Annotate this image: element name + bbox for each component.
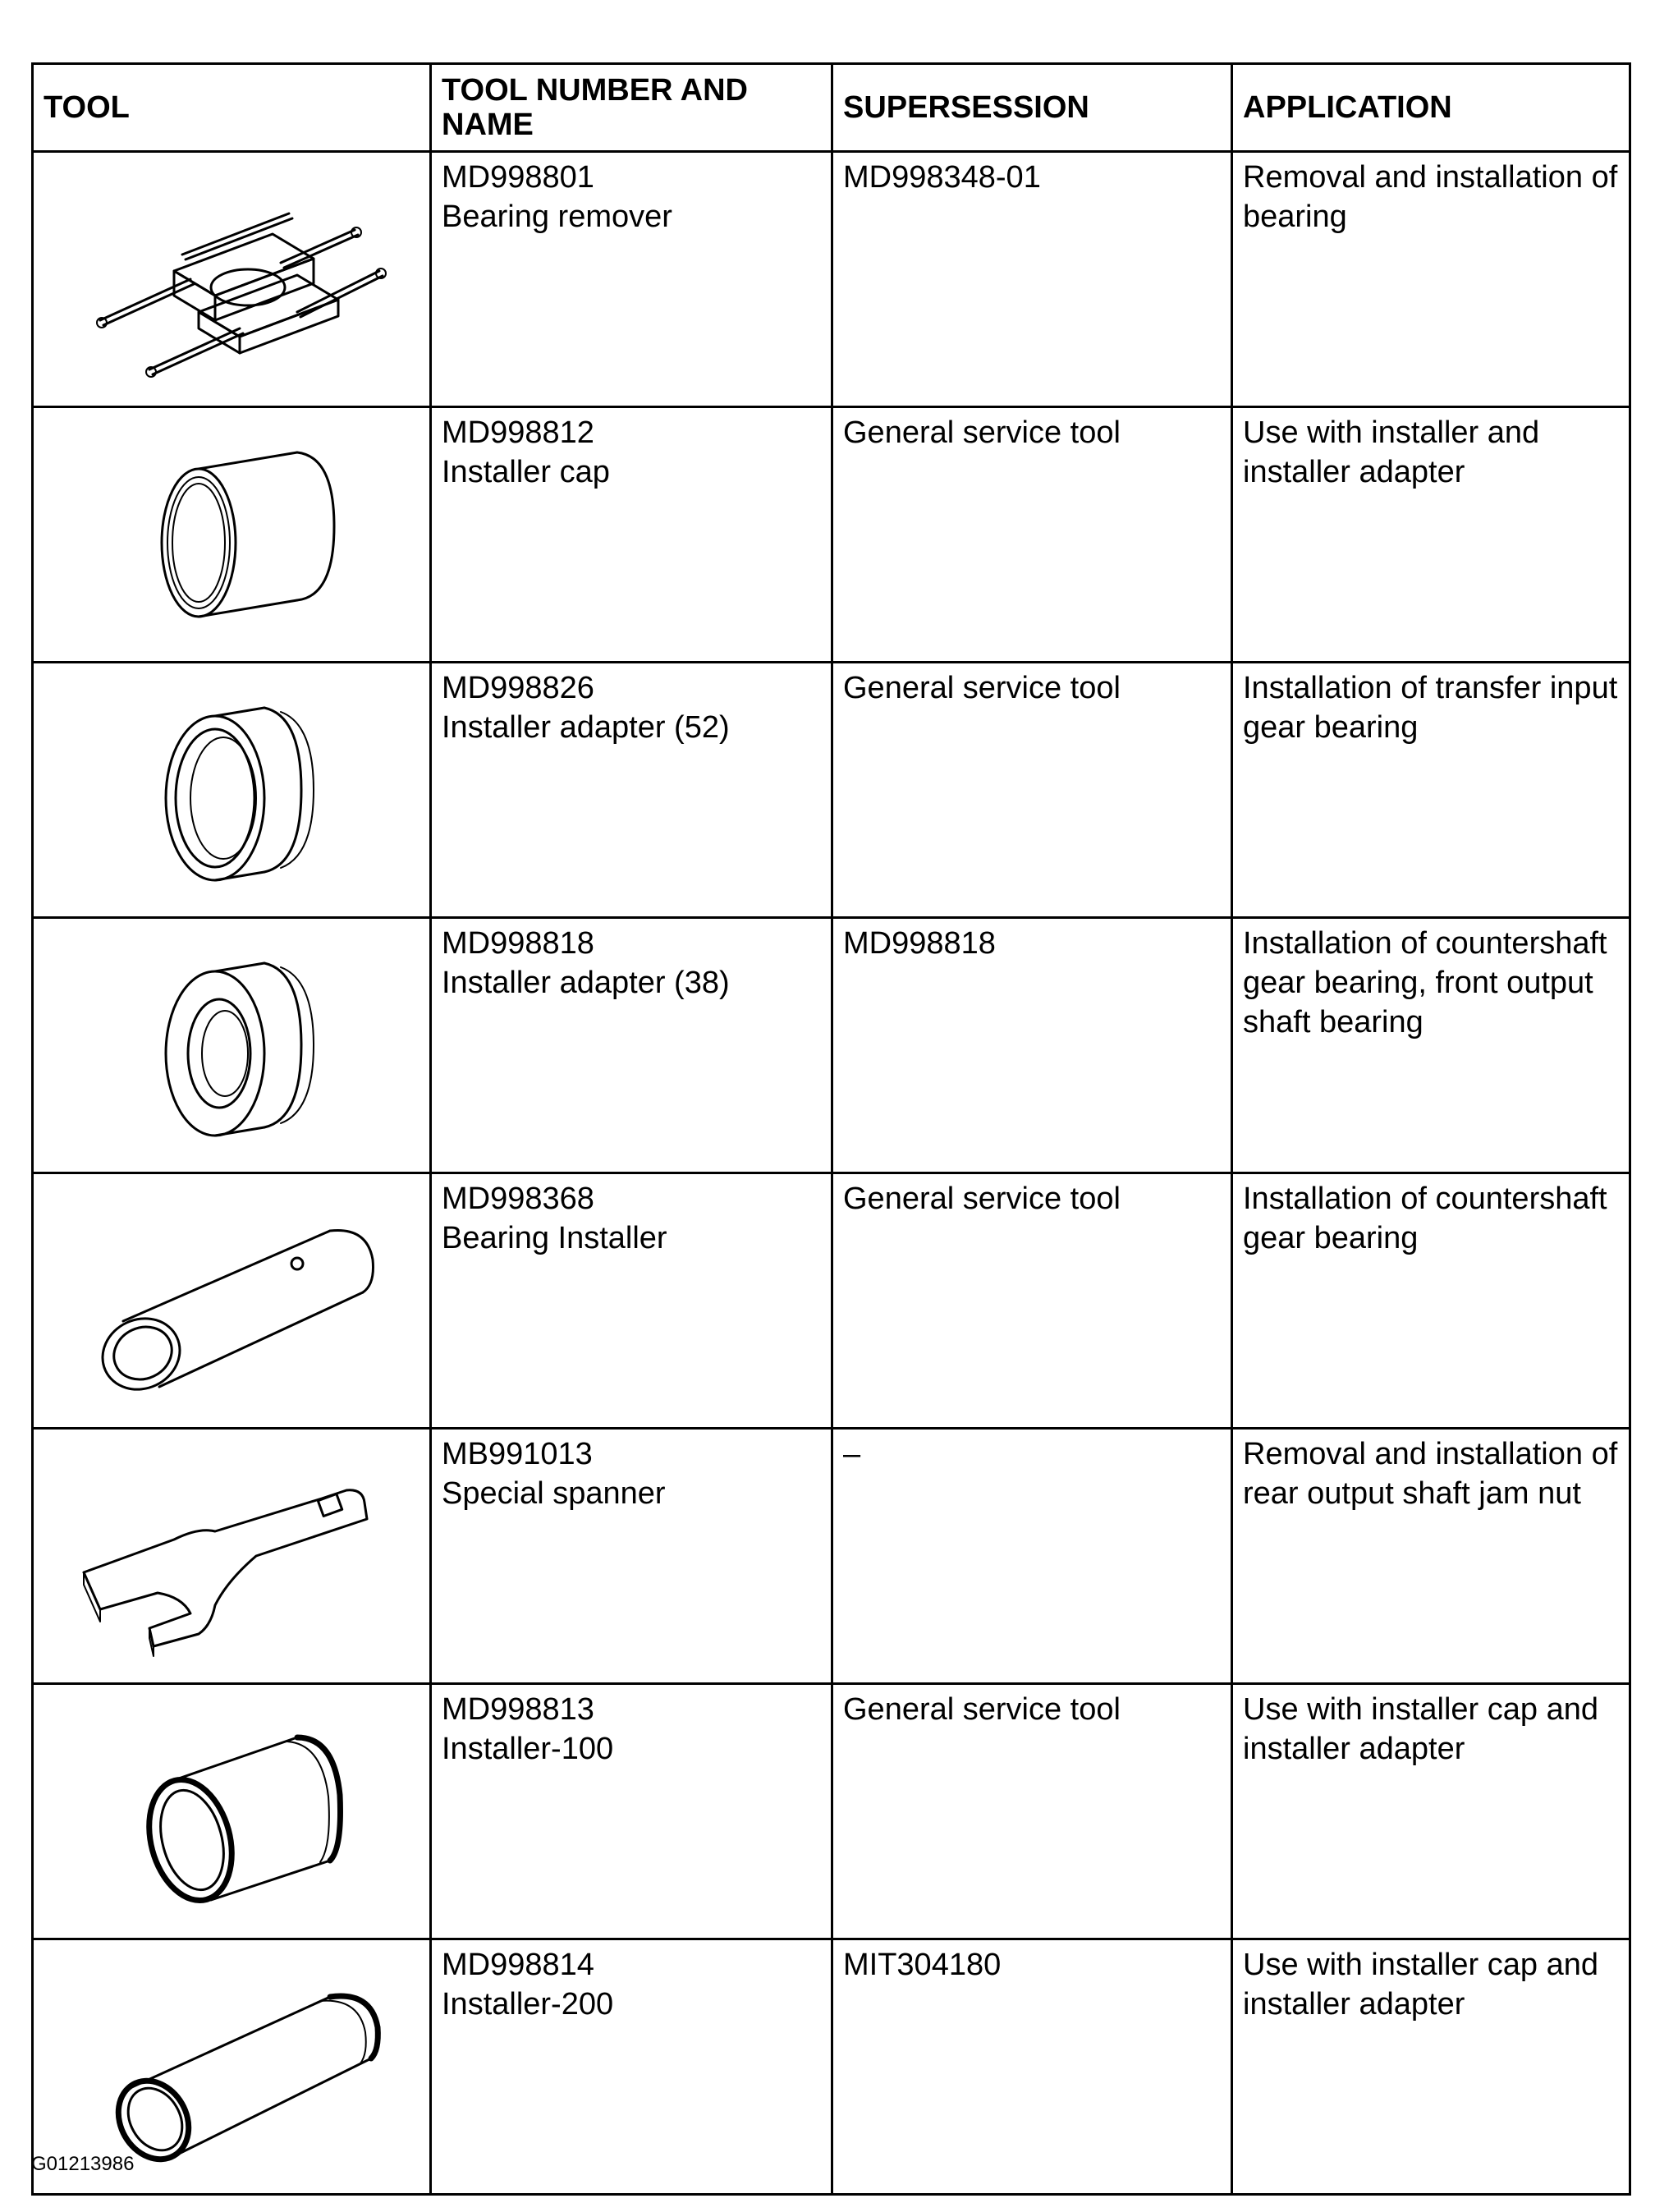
bearing-installer-icon bbox=[51, 1186, 412, 1416]
bearing-remover-icon bbox=[51, 164, 412, 394]
tool-number-name-cell bbox=[431, 1684, 832, 1939]
table-row bbox=[33, 407, 1630, 663]
table-row bbox=[33, 1173, 1630, 1429]
tool-image-cell bbox=[33, 663, 431, 918]
tool-image-cell bbox=[33, 1684, 431, 1939]
tool-number-name-cell bbox=[431, 152, 832, 407]
tool-number: MB991013 bbox=[442, 1437, 593, 1471]
installer-200-icon bbox=[51, 1952, 412, 2182]
tool-number: MD998801 bbox=[442, 160, 594, 195]
tool-number: MD998826 bbox=[442, 671, 594, 705]
application-cell: Installation of transfer input gear bearing bbox=[1232, 663, 1630, 918]
tool-number-name-cell bbox=[431, 1173, 832, 1429]
tool-number-name-cell bbox=[431, 407, 832, 663]
supersession-cell: General service tool bbox=[832, 1173, 1232, 1429]
tool-number: MD998818 bbox=[442, 926, 594, 961]
table-header-row bbox=[33, 64, 1630, 152]
header-tool: TOOL bbox=[33, 64, 431, 152]
installer-adapter-52-icon bbox=[51, 675, 412, 905]
tool-name: Bearing Installer bbox=[442, 1221, 667, 1255]
installer-100-icon bbox=[51, 1696, 412, 1926]
tool-number-name-cell bbox=[431, 918, 832, 1173]
tool-name: Installer cap bbox=[442, 455, 610, 489]
application-cell: Use with installer cap and installer adapter bbox=[1232, 1684, 1630, 1939]
tool-name: Bearing remover bbox=[442, 200, 672, 234]
tool-image-cell bbox=[33, 152, 431, 407]
tool-image-cell bbox=[33, 1173, 431, 1429]
supersession-cell: MIT304180 bbox=[832, 1939, 1232, 2195]
special-spanner-icon bbox=[51, 1441, 412, 1671]
table-row bbox=[33, 1684, 1630, 1939]
application-cell: Removal and installation of rear output shaft jam nut bbox=[1232, 1429, 1630, 1684]
tool-name: Installer adapter (52) bbox=[442, 710, 730, 745]
tool-image-cell bbox=[33, 1429, 431, 1684]
supersession-cell: – bbox=[832, 1429, 1232, 1684]
application-cell: Removal and installation of bearing bbox=[1232, 152, 1630, 407]
application-cell: Installation of countershaft gear bearing, front output shaft bearing bbox=[1232, 918, 1630, 1173]
tool-number: MD998814 bbox=[442, 1948, 594, 1982]
tool-name: Installer-200 bbox=[442, 1987, 614, 2022]
supersession-cell: MD998348-01 bbox=[832, 152, 1232, 407]
table-row bbox=[33, 152, 1630, 407]
table-row bbox=[33, 1429, 1630, 1684]
application-cell: Installation of countershaft gear bearing bbox=[1232, 1173, 1630, 1429]
tool-number-name-cell bbox=[431, 1939, 832, 2195]
tool-name: Installer-100 bbox=[442, 1732, 614, 1766]
application-cell: Use with installer and installer adapter bbox=[1232, 407, 1630, 663]
tool-image-cell bbox=[33, 407, 431, 663]
installer-adapter-38-icon bbox=[51, 930, 412, 1160]
header-application: APPLICATION bbox=[1232, 64, 1630, 152]
application-cell: Use with installer cap and installer adapter bbox=[1232, 1939, 1630, 2195]
table-row bbox=[33, 1939, 1630, 2195]
supersession-cell: MD998818 bbox=[832, 918, 1232, 1173]
tool-image-cell bbox=[33, 918, 431, 1173]
tool-number-name-cell bbox=[431, 1429, 832, 1684]
table-row bbox=[33, 918, 1630, 1173]
table-row bbox=[33, 663, 1630, 918]
tool-number: MD998813 bbox=[442, 1692, 594, 1727]
tool-number: MD998812 bbox=[442, 415, 594, 450]
tool-name: Special spanner bbox=[442, 1476, 666, 1511]
header-tool-number-and-name: TOOL NUMBER AND NAME bbox=[431, 64, 832, 152]
special-tools-table bbox=[31, 62, 1631, 2196]
supersession-cell: General service tool bbox=[832, 663, 1232, 918]
figure-code: G01213986 bbox=[31, 2153, 135, 2175]
installer-cap-icon bbox=[51, 420, 412, 649]
tool-number: MD998368 bbox=[442, 1182, 594, 1216]
tool-number-name-cell bbox=[431, 663, 832, 918]
supersession-cell: General service tool bbox=[832, 407, 1232, 663]
header-supersession: SUPERSESSION bbox=[832, 64, 1232, 152]
tool-name: Installer adapter (38) bbox=[442, 966, 730, 1000]
supersession-cell: General service tool bbox=[832, 1684, 1232, 1939]
